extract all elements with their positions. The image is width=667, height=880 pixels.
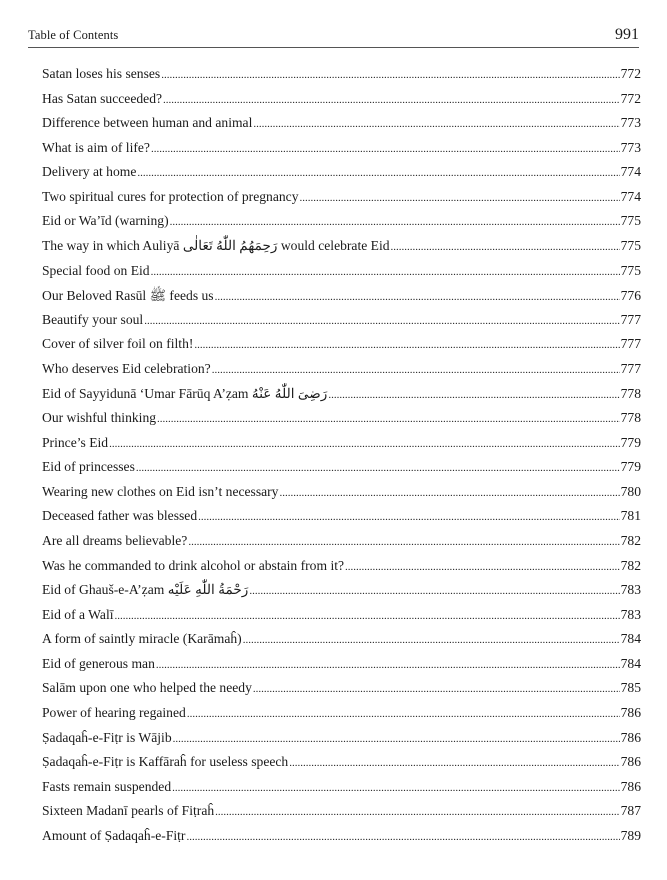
toc-entry	[42, 140, 641, 165]
toc-entry	[42, 607, 641, 632]
dot-leader	[151, 143, 620, 155]
toc-entry-title: Who deserves Eid celebration?	[42, 360, 211, 376]
dot-leader	[300, 192, 620, 204]
toc-entry-title: Two spiritual cures for protection of pregnancy	[42, 188, 299, 204]
toc-entry-page: 785	[620, 680, 641, 696]
toc-entry-page: 779	[620, 434, 641, 450]
toc-entry-title: Eid of generous man	[42, 655, 155, 671]
toc-entry-title: Beautify your soul	[42, 311, 144, 327]
toc-entry	[42, 803, 641, 828]
toc-entry-title: Eid of a Walī	[42, 606, 114, 622]
toc-entry	[42, 459, 641, 484]
toc-entry-title: Was he commanded to drink alcohol or abstain from it?	[42, 557, 345, 573]
toc-entry	[42, 213, 641, 238]
toc-entry-page: 779	[620, 459, 641, 475]
dot-leader	[253, 683, 620, 695]
toc-entry	[42, 705, 641, 730]
toc-entry-page: 781	[620, 508, 641, 524]
dot-leader	[215, 291, 620, 303]
toc-entry	[42, 361, 641, 386]
dot-leader	[136, 462, 620, 474]
toc-entry	[42, 558, 641, 583]
toc-entry-page: 772	[620, 90, 641, 106]
toc-entry-title: Salām upon one who helped the needy	[42, 680, 252, 696]
toc-entry-title: Deceased father was blessed	[42, 508, 198, 524]
toc-entry	[42, 779, 641, 804]
toc-entry-title: Sixteen Madanī pearls of Fiṭraĥ	[42, 803, 215, 819]
toc-entry	[42, 386, 641, 411]
toc-entry-page: 775	[620, 213, 641, 229]
dot-leader	[170, 216, 620, 228]
toc-entry-title: Eid or Wa’īd (warning)	[42, 213, 169, 229]
toc-entry-title: A form of saintly miracle (Karāmaĥ)	[42, 631, 242, 647]
toc-entry-title: Our wishful thinking	[42, 410, 157, 426]
toc-entry-page: 789	[620, 827, 641, 843]
dot-leader	[345, 561, 620, 573]
toc-entry-page: 786	[620, 705, 641, 721]
toc-entry-page: 780	[620, 483, 641, 499]
toc-entry	[42, 435, 641, 460]
toc-entry-title: Prince’s Eid	[42, 434, 109, 450]
toc-entry	[42, 66, 641, 91]
toc-entry-page: 774	[620, 164, 641, 180]
toc-entry	[42, 115, 641, 140]
dot-leader	[157, 413, 620, 425]
page-header	[28, 18, 639, 48]
toc-entry-page: 784	[620, 655, 641, 671]
toc-entry	[42, 631, 641, 656]
dot-leader	[212, 364, 620, 376]
toc-entry-title: Eid of Sayyidunā ‘Umar Fārūq A’ẓam رَضِیَ اللّٰهُ عَنْهُ	[42, 385, 328, 401]
toc-entry-page: 786	[620, 754, 641, 770]
dot-leader	[187, 708, 620, 720]
dot-leader	[186, 831, 619, 843]
toc-entry	[42, 287, 641, 312]
toc-entry	[42, 828, 641, 853]
toc-entry	[42, 656, 641, 681]
toc-entry-title: Fasts remain suspended	[42, 778, 172, 794]
dot-leader	[156, 659, 620, 671]
dot-leader	[137, 167, 619, 179]
toc-entry-title: The way in which Auliyā رَحِمَهُمُ اللّٰهُ تَعَالٰی would celebrate Eid	[42, 238, 390, 254]
toc-entry	[42, 533, 641, 558]
dot-leader	[215, 806, 619, 818]
toc-entry-title: Power of hearing regained	[42, 705, 186, 721]
toc-entry-page: 772	[620, 66, 641, 81]
dot-leader	[194, 339, 619, 351]
toc-entry-page: 777	[620, 360, 641, 376]
dot-leader	[198, 511, 619, 523]
dot-leader	[173, 733, 620, 745]
toc-entry-title: What is aim of life?	[42, 139, 150, 155]
running-header-title: Table of Contents	[28, 28, 119, 42]
toc-entry-page: 786	[620, 729, 641, 745]
dot-leader	[115, 610, 620, 622]
toc-entry-page: 775	[620, 262, 641, 278]
dot-leader	[109, 438, 620, 450]
toc-entry-page: 776	[620, 288, 641, 304]
toc-entry-page: 786	[620, 778, 641, 794]
dot-leader	[249, 585, 619, 597]
dot-leader	[289, 757, 619, 769]
toc-entry	[42, 484, 641, 509]
toc-entry	[42, 410, 641, 435]
toc-entry-title: Eid of Ghauš-e-A’ẓam رَحْمَةُ اللّٰهِ عَلَيْه	[42, 582, 249, 598]
toc-entry-page: 777	[620, 311, 641, 327]
toc-entry-title: Cover of silver foil on filth!	[42, 336, 194, 352]
toc-entry-title: Ṣadaqaĥ-e-Fiṭr is Wājib	[42, 729, 172, 745]
dot-leader	[279, 487, 619, 499]
toc-entry	[42, 91, 641, 116]
toc-entry	[42, 336, 641, 361]
dot-leader	[161, 69, 619, 81]
toc-entry-page: 773	[620, 115, 641, 131]
toc-entry	[42, 312, 641, 337]
dot-leader	[391, 241, 620, 253]
toc-entry	[42, 680, 641, 705]
toc-entry-title: Amount of Ṣadaqaĥ-e-Fiṭr	[42, 827, 186, 843]
toc-entry-title: Special food on Eid	[42, 262, 150, 278]
toc-entry-title: Ṣadaqaĥ-e-Fiṭr is Kaffāraĥ for useless speech	[42, 754, 289, 770]
toc-entry-page: 784	[620, 631, 641, 647]
table-of-contents	[42, 66, 641, 853]
toc-entry-page: 775	[620, 238, 641, 254]
toc-entry-page: 777	[620, 336, 641, 352]
dot-leader	[243, 634, 620, 646]
toc-entry-page: 783	[620, 582, 641, 598]
toc-entry-title: Are all dreams believable?	[42, 532, 188, 548]
dot-leader	[163, 94, 620, 106]
toc-entry	[42, 238, 641, 263]
dot-leader	[328, 389, 619, 401]
toc-entry-title: Satan loses his senses	[42, 66, 161, 81]
toc-entry	[42, 754, 641, 779]
toc-entry-title: Delivery at home	[42, 164, 137, 180]
dot-leader	[172, 782, 619, 794]
toc-entry	[42, 263, 641, 288]
page-number: 991	[615, 26, 639, 43]
dot-leader	[253, 118, 619, 130]
toc-entry-page: 782	[620, 532, 641, 548]
toc-entry-page: 782	[620, 557, 641, 573]
toc-entry	[42, 189, 641, 214]
toc-entry-page: 783	[620, 606, 641, 622]
toc-entry	[42, 730, 641, 755]
dot-leader	[188, 536, 619, 548]
toc-entry	[42, 508, 641, 533]
toc-entry-title: Difference between human and animal	[42, 115, 253, 131]
toc-entry	[42, 582, 641, 607]
toc-entry-title: Has Satan succeeded?	[42, 90, 163, 106]
toc-entry-title: Eid of princesses	[42, 459, 135, 475]
toc-entry-page: 774	[620, 188, 641, 204]
toc-entry-title: Wearing new clothes on Eid isn’t necessary	[42, 483, 279, 499]
toc-entry-page: 778	[620, 410, 641, 426]
dot-leader	[151, 266, 620, 278]
toc-entry-page: 773	[620, 139, 641, 155]
toc-entry-title: Our Beloved Rasūl ﷺ feeds us	[42, 288, 214, 304]
dot-leader	[144, 315, 619, 327]
toc-entry-page: 778	[620, 385, 641, 401]
toc-entry-page: 787	[620, 803, 641, 819]
toc-entry	[42, 164, 641, 189]
